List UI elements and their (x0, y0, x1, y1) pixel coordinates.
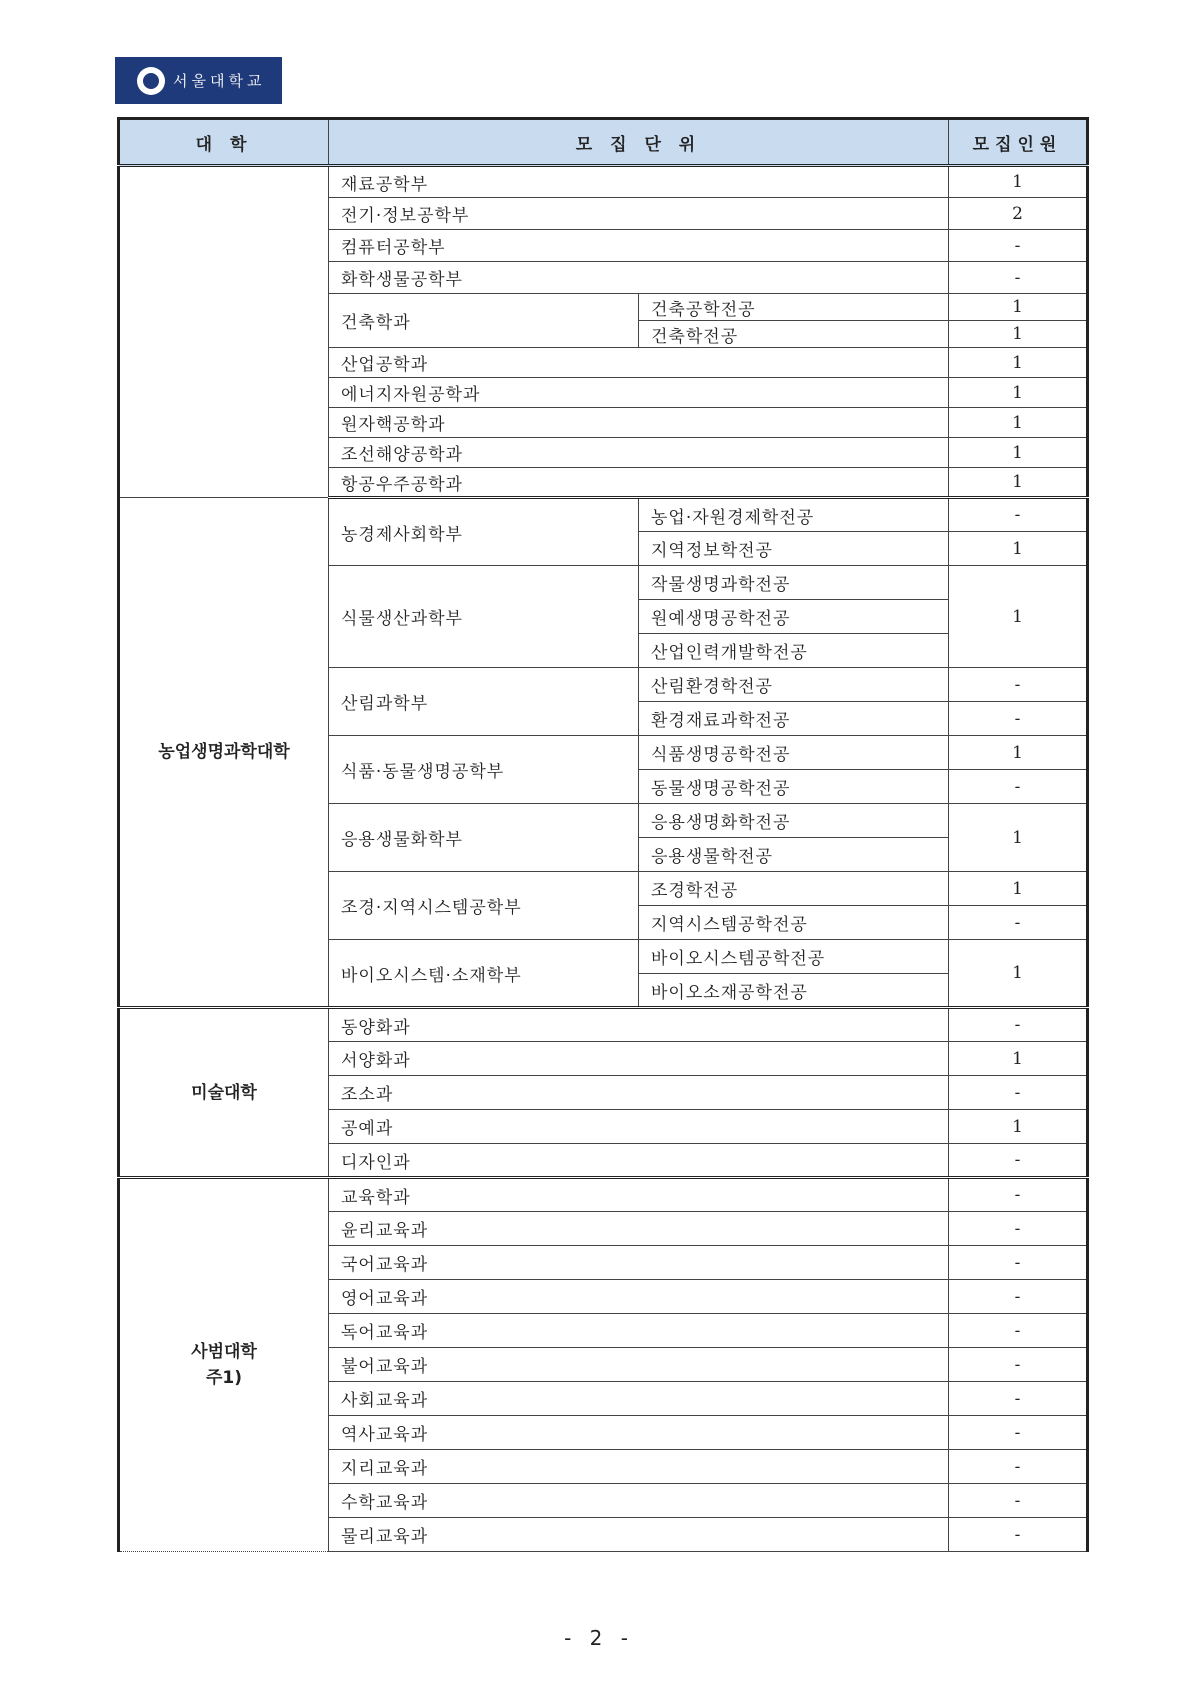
unit-cell: 조소과 (329, 1076, 949, 1110)
unit-cell: 산업공학과 (329, 348, 949, 378)
count-cell: 2 (949, 198, 1088, 230)
count-cell: - (949, 1008, 1088, 1042)
major-cell: 바이오시스템공학전공 (639, 940, 949, 974)
count-cell: 1 (949, 1110, 1088, 1144)
unit-cell: 사회교육과 (329, 1382, 949, 1416)
major-cell: 건축공학전공 (639, 294, 949, 321)
major-cell: 응용생물학전공 (639, 838, 949, 872)
major-cell: 지역시스템공학전공 (639, 906, 949, 940)
count-cell: 1 (949, 321, 1088, 348)
count-cell: - (949, 1144, 1088, 1178)
major-cell: 원예생명공학전공 (639, 600, 949, 634)
major-cell: 농업·자원경제학전공 (639, 498, 949, 532)
count-cell: 1 (949, 532, 1088, 566)
unit-cell: 지리교육과 (329, 1450, 949, 1484)
count-cell: - (949, 770, 1088, 804)
unit-cell: 건축학과 (329, 294, 639, 348)
page-number: - 2 - (564, 1626, 634, 1650)
count-cell: - (949, 1450, 1088, 1484)
count-cell: - (949, 1518, 1088, 1552)
university-logo (115, 57, 282, 104)
unit-cell: 물리교육과 (329, 1518, 949, 1552)
logo-text: 서울대학교 (173, 72, 266, 90)
college-name: 사범대학 (191, 1342, 257, 1362)
count-cell: 1 (949, 566, 1088, 668)
count-cell: - (949, 230, 1088, 262)
count-cell: - (949, 668, 1088, 702)
count-cell: 1 (949, 294, 1088, 321)
recruitment-table (117, 117, 1089, 1552)
major-cell: 건축학전공 (639, 321, 949, 348)
unit-cell: 디자인과 (329, 1144, 949, 1178)
unit-cell: 불어교육과 (329, 1348, 949, 1382)
major-cell: 조경학전공 (639, 872, 949, 906)
table-row (119, 1178, 1088, 1212)
unit-cell: 국어교육과 (329, 1246, 949, 1280)
count-cell: 1 (949, 940, 1088, 1008)
college-cell-agriculture: 농업생명과학대학 (119, 498, 329, 1008)
unit-cell: 수학교육과 (329, 1484, 949, 1518)
count-cell: 1 (949, 438, 1088, 468)
count-cell: - (949, 1484, 1088, 1518)
count-cell: 1 (949, 378, 1088, 408)
count-cell: - (949, 1178, 1088, 1212)
major-cell: 지역정보학전공 (639, 532, 949, 566)
unit-cell: 독어교육과 (329, 1314, 949, 1348)
major-cell: 응용생명화학전공 (639, 804, 949, 838)
count-cell: - (949, 1348, 1088, 1382)
major-cell: 식품생명공학전공 (639, 736, 949, 770)
unit-cell: 식품·동물생명공학부 (329, 736, 639, 804)
unit-cell: 서양화과 (329, 1042, 949, 1076)
header-college: 대 학 (119, 119, 329, 166)
count-cell: - (949, 498, 1088, 532)
major-cell: 산업인력개발학전공 (639, 634, 949, 668)
count-cell: 1 (949, 804, 1088, 872)
major-cell: 바이오소재공학전공 (639, 974, 949, 1008)
unit-cell: 재료공학부 (329, 166, 949, 198)
college-cell-fine-arts: 미술대학 (119, 1008, 329, 1178)
count-cell: - (949, 906, 1088, 940)
count-cell: 1 (949, 408, 1088, 438)
count-cell: - (949, 1382, 1088, 1416)
header-unit: 모 집 단 위 (329, 119, 949, 166)
unit-cell: 응용생물화학부 (329, 804, 639, 872)
unit-cell: 영어교육과 (329, 1280, 949, 1314)
seal-icon (137, 67, 165, 95)
unit-cell: 에너지자원공학과 (329, 378, 949, 408)
table-header-row (119, 119, 1088, 166)
unit-cell: 항공우주공학과 (329, 468, 949, 498)
count-cell: - (949, 1076, 1088, 1110)
unit-cell: 농경제사회학부 (329, 498, 639, 566)
college-note: 주1) (205, 1368, 243, 1388)
count-cell: 1 (949, 1042, 1088, 1076)
major-cell: 산림환경학전공 (639, 668, 949, 702)
header-count: 모집인원 (949, 119, 1088, 166)
unit-cell: 원자핵공학과 (329, 408, 949, 438)
count-cell: - (949, 1314, 1088, 1348)
unit-cell: 윤리교육과 (329, 1212, 949, 1246)
count-cell: 1 (949, 872, 1088, 906)
unit-cell: 전기·정보공학부 (329, 198, 949, 230)
count-cell: 1 (949, 348, 1088, 378)
major-cell: 환경재료과학전공 (639, 702, 949, 736)
unit-cell: 산림과학부 (329, 668, 639, 736)
unit-cell: 조선해양공학과 (329, 438, 949, 468)
count-cell: - (949, 1246, 1088, 1280)
major-cell: 동물생명공학전공 (639, 770, 949, 804)
count-cell: 1 (949, 166, 1088, 198)
count-cell: 1 (949, 468, 1088, 498)
unit-cell: 식물생산과학부 (329, 566, 639, 668)
count-cell: 1 (949, 736, 1088, 770)
count-cell: - (949, 1280, 1088, 1314)
unit-cell: 역사교육과 (329, 1416, 949, 1450)
unit-cell: 조경·지역시스템공학부 (329, 872, 639, 940)
unit-cell: 공예과 (329, 1110, 949, 1144)
count-cell: - (949, 1212, 1088, 1246)
unit-cell: 화학생물공학부 (329, 262, 949, 294)
unit-cell: 교육학과 (329, 1178, 949, 1212)
table-row (119, 1008, 1088, 1042)
major-cell: 작물생명과학전공 (639, 566, 949, 600)
table-row (119, 166, 1088, 198)
college-cell-education (119, 1178, 329, 1552)
unit-cell: 바이오시스템·소재학부 (329, 940, 639, 1008)
count-cell: - (949, 702, 1088, 736)
unit-cell: 동양화과 (329, 1008, 949, 1042)
count-cell: - (949, 262, 1088, 294)
college-cell-engineering (119, 166, 329, 498)
count-cell: - (949, 1416, 1088, 1450)
unit-cell: 컴퓨터공학부 (329, 230, 949, 262)
table-row (119, 498, 1088, 532)
